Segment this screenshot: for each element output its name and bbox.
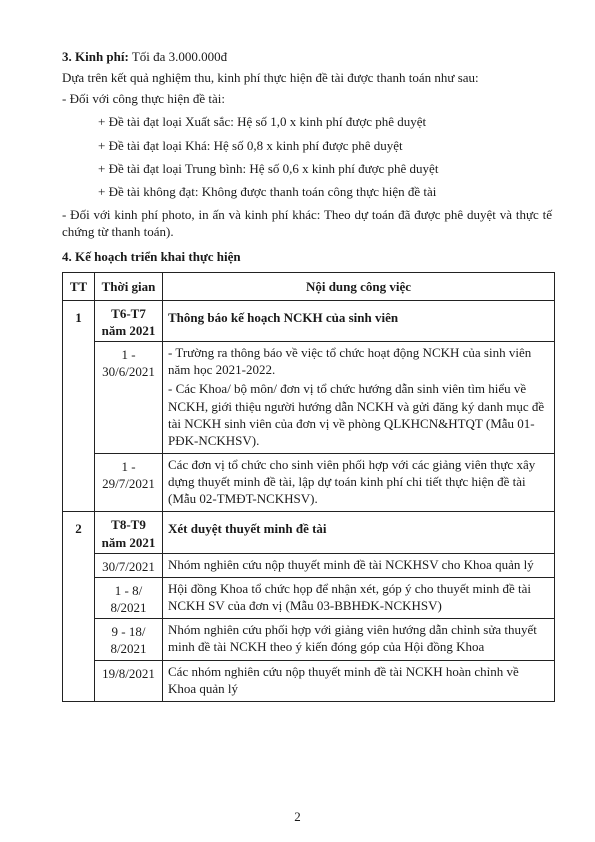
task-text: Nhóm nghiên cứu phối hợp với giảng viên hướng dẫn chỉnh sửa thuyết minh đề tài NCKH theo ý kiến đóng góp của Hội đồng Khoa — [168, 622, 537, 655]
plan-table — [62, 272, 555, 702]
document-page — [62, 48, 552, 702]
table-row — [63, 512, 555, 553]
row-time: 19/8/2021 — [95, 660, 163, 701]
group-title: Xét duyệt thuyết minh đề tài — [163, 512, 555, 553]
table-row — [63, 553, 555, 577]
row-time: 9 - 18/ 8/2021 — [95, 619, 163, 660]
budget-subtitle: - Đối với công thực hiện đề tài: — [62, 91, 226, 107]
group-title: Thông báo kế hoạch NCKH của sinh viên — [163, 300, 555, 341]
header-content: Nội dung công việc — [163, 272, 555, 300]
table-header-row — [63, 272, 555, 300]
row-content — [163, 553, 555, 577]
group-period: T6-T7 năm 2021 — [95, 300, 163, 341]
row-content — [163, 619, 555, 660]
row-time: 1 - 30/6/2021 — [95, 342, 163, 454]
budget-intro: Dựa trên kết quả nghiệm thu, kinh phí thực hiện đề tài được thanh toán như sau: — [62, 70, 479, 86]
row-time: 30/7/2021 — [95, 553, 163, 577]
table-row — [63, 577, 555, 618]
header-time: Thời gian — [95, 272, 163, 300]
budget-item: + Đề tài đạt loại Xuất sắc: Hệ số 1,0 x kinh phí được phê duyệt — [98, 114, 427, 130]
task-text: Các đơn vị tổ chức cho sinh viên phối hợp với các giảng viên thực xây dựng thuyết minh đề tài, lập dự toán kinh phí chi tiết thực hiện đề tài (Mẫu 02-TMĐT-NCKHSV). — [168, 456, 536, 507]
page-number: 2 — [294, 809, 301, 824]
row-content — [163, 577, 555, 618]
row-time: 1 - 29/7/2021 — [95, 453, 163, 511]
row-content — [163, 660, 555, 701]
header-tt: TT — [63, 272, 95, 300]
budget-value: Tối đa 3.000.000đ — [128, 49, 228, 64]
budget-item: + Đề tài đạt loại Trung bình: Hệ số 0,6 x kinh phí được phê duyệt — [98, 160, 439, 176]
table-row — [63, 660, 555, 701]
row-content — [163, 453, 555, 511]
row-time: 1 - 8/ 8/2021 — [95, 577, 163, 618]
task-text: Hội đồng Khoa tổ chức họp để nhận xét, góp ý cho thuyết minh đề tài NCKH SV của đơn vị (Mẫu 03-BBHĐK-NCKHSV) — [168, 580, 532, 614]
task-text: - Các Khoa/ bộ môn/ đơn vị tổ chức hướng dẫn sinh viên tìm hiểu về NCKH, giới thiệu người hướng dẫn NCKH và gửi đăng ký danh mục đề tài NCKH sinh viên của đơn vị về phòng QLKHCN&HTQT (Mẫu 01-PĐK-NCKHSV). — [168, 381, 545, 448]
table-row — [63, 619, 555, 660]
table-row — [63, 300, 555, 341]
row-content — [163, 342, 555, 454]
group-number: 2 — [63, 512, 95, 701]
budget-item: + Đề tài không đạt: Không được thanh toán công thực hiện đề tài — [98, 183, 437, 199]
budget-label: 3. Kinh phí: — [62, 49, 129, 64]
group-number: 1 — [63, 300, 95, 512]
table-row — [63, 453, 555, 511]
budget-other: - Đối với kinh phí photo, in ấn và kinh phí khác: Theo dự toán đã được phê duyệt và thực tế chứng từ thanh toán). — [62, 207, 552, 240]
budget-item: + Đề tài đạt loại Khá: Hệ số 0,8 x kinh phí được phê duyệt — [98, 137, 403, 153]
table-row — [63, 342, 555, 454]
budget-line — [62, 48, 552, 65]
task-text: - Trường ra thông báo về việc tổ chức hoạt động NCKH của sinh viên năm học 2021-2022. — [168, 345, 532, 378]
group-period: T8-T9 năm 2021 — [95, 512, 163, 553]
task-text: Các nhóm nghiên cứu nộp thuyết minh đề tài NCKH hoàn chỉnh về Khoa quản lý — [168, 663, 519, 696]
task-text: Nhóm nghiên cứu nộp thuyết minh đề tài NCKHSV cho Khoa quản lý — [168, 556, 534, 572]
plan-heading: 4. Kế hoạch triển khai thực hiện — [62, 249, 241, 265]
